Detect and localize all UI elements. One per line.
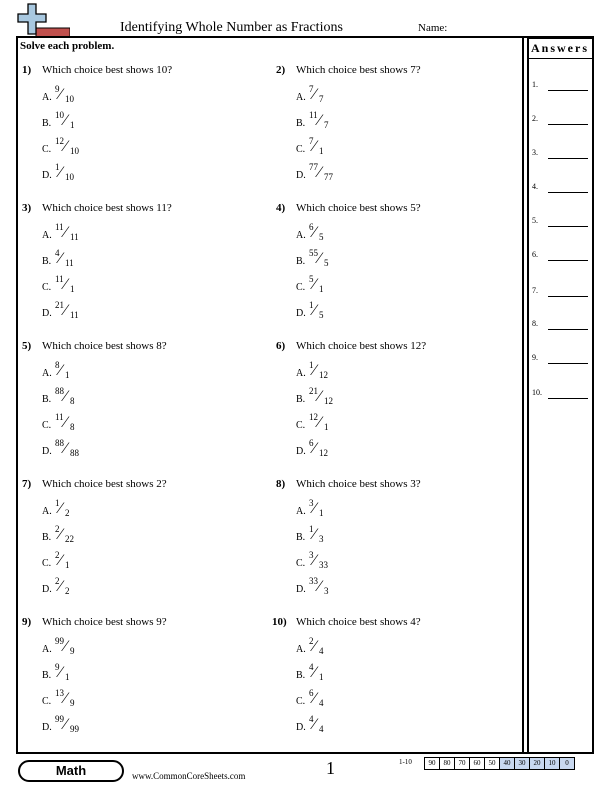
fraction-numerator: 2 <box>55 550 60 560</box>
fraction <box>309 438 349 460</box>
fraction-slash: ⁄ <box>59 250 62 267</box>
fraction <box>55 360 95 382</box>
answer-blank[interactable] <box>548 124 588 125</box>
score-cell: 70 <box>455 758 470 769</box>
fraction-denominator: 11 <box>70 310 79 320</box>
fraction <box>309 550 349 572</box>
plus-logo-icon <box>16 2 70 38</box>
fraction-denominator: 1 <box>70 120 75 130</box>
fraction-numerator: 3 <box>309 550 314 560</box>
instructions: Solve each problem. <box>20 40 115 52</box>
choice-letter: C. <box>296 558 306 569</box>
fraction-slash: ⁄ <box>318 250 321 267</box>
score-cell: 60 <box>470 758 485 769</box>
choice-letter: C. <box>296 420 306 431</box>
fraction-denominator: 10 <box>65 94 74 104</box>
problem-question: Which choice best shows 12? <box>296 340 427 352</box>
fraction-numerator: 11 <box>55 222 64 232</box>
choice-letter: D. <box>42 308 52 319</box>
fraction-denominator: 99 <box>70 724 79 734</box>
fraction-numerator: 7 <box>309 84 314 94</box>
fraction-numerator: 77 <box>309 162 318 172</box>
fraction-slash: ⁄ <box>313 224 316 241</box>
fraction-slash: ⁄ <box>59 164 62 181</box>
fraction-numerator: 88 <box>55 438 64 448</box>
choice-letter: C. <box>296 696 306 707</box>
fraction-slash: ⁄ <box>313 552 316 569</box>
fraction-denominator: 1 <box>319 284 324 294</box>
fraction-numerator: 55 <box>309 248 318 258</box>
choice-letter: B. <box>42 118 52 129</box>
fraction-numerator: 1 <box>309 300 314 310</box>
choice-letter: D. <box>296 446 306 457</box>
fraction-denominator: 88 <box>70 448 79 458</box>
fraction-slash: ⁄ <box>59 664 62 681</box>
fraction <box>309 248 349 270</box>
answer-number: 4. <box>532 182 538 191</box>
fraction-denominator: 4 <box>319 646 324 656</box>
choice-letter: D. <box>296 584 306 595</box>
choice-letter: A. <box>296 368 306 379</box>
answer-row <box>532 388 592 402</box>
fraction <box>309 84 349 106</box>
answer-row <box>532 80 592 94</box>
fraction <box>55 498 95 520</box>
fraction-slash: ⁄ <box>313 716 316 733</box>
fraction-denominator: 11 <box>70 232 79 242</box>
choice-letter: A. <box>296 230 306 241</box>
fraction-denominator: 10 <box>70 146 79 156</box>
fraction-denominator: 12 <box>324 396 333 406</box>
score-table <box>424 757 575 770</box>
answer-blank[interactable] <box>548 329 588 330</box>
choice-letter: A. <box>296 506 306 517</box>
answer-blank[interactable] <box>548 158 588 159</box>
score-cell: 50 <box>485 758 500 769</box>
fraction-numerator: 99 <box>55 636 64 646</box>
page-number: 1 <box>326 758 335 778</box>
fraction-numerator: 1 <box>55 498 60 508</box>
fraction-denominator: 9 <box>70 646 75 656</box>
answer-blank[interactable] <box>548 363 588 364</box>
choice-letter: C. <box>42 144 52 155</box>
fraction-slash: ⁄ <box>318 388 321 405</box>
problem-number: 3) <box>22 202 32 214</box>
problem-number: 4) <box>276 202 286 214</box>
fraction-slash: ⁄ <box>64 440 67 457</box>
fraction-numerator: 88 <box>55 386 64 396</box>
fraction <box>309 162 349 184</box>
score-cell: 80 <box>440 758 455 769</box>
answer-number: 3. <box>532 148 538 157</box>
problem-number: 6) <box>276 340 286 352</box>
fraction-slash: ⁄ <box>313 302 316 319</box>
choice-letter: D. <box>296 308 306 319</box>
fraction-slash: ⁄ <box>313 500 316 517</box>
fraction <box>55 386 95 408</box>
fraction-numerator: 2 <box>309 636 314 646</box>
footer-divider <box>16 752 594 754</box>
fraction-slash: ⁄ <box>318 414 321 431</box>
problem-question: Which choice best shows 3? <box>296 478 421 490</box>
choice-letter: D. <box>42 722 52 733</box>
fraction-denominator: 11 <box>65 258 74 268</box>
choice-letter: A. <box>296 644 306 655</box>
answer-blank[interactable] <box>548 260 588 261</box>
fraction-slash: ⁄ <box>313 362 316 379</box>
choice-letter: B. <box>296 670 306 681</box>
fraction-numerator: 2 <box>55 576 60 586</box>
fraction-denominator: 4 <box>319 724 324 734</box>
answer-row <box>532 286 592 300</box>
fraction-denominator: 10 <box>65 172 74 182</box>
fraction-slash: ⁄ <box>318 112 321 129</box>
answer-row <box>532 250 592 264</box>
fraction-denominator: 5 <box>324 258 329 268</box>
fraction-denominator: 8 <box>70 422 75 432</box>
answer-number: 9. <box>532 353 538 362</box>
choice-letter: B. <box>296 256 306 267</box>
fraction-denominator: 1 <box>319 508 324 518</box>
score-cell: 30 <box>515 758 530 769</box>
fraction-denominator: 1 <box>324 422 329 432</box>
choice-letter: D. <box>296 722 306 733</box>
fraction-slash: ⁄ <box>59 526 62 543</box>
fraction-slash: ⁄ <box>59 86 62 103</box>
fraction <box>55 438 95 460</box>
fraction-slash: ⁄ <box>64 224 67 241</box>
answer-row <box>532 353 592 367</box>
choice-letter: A. <box>42 230 52 241</box>
problem-question: Which choice best shows 2? <box>42 478 167 490</box>
choice-letter: A. <box>42 506 52 517</box>
fraction-numerator: 7 <box>309 136 314 146</box>
fraction-numerator: 4 <box>309 714 314 724</box>
choice-letter: B. <box>42 394 52 405</box>
fraction-numerator: 10 <box>55 110 64 120</box>
fraction-slash: ⁄ <box>64 414 67 431</box>
fraction-slash: ⁄ <box>59 552 62 569</box>
fraction-slash: ⁄ <box>59 578 62 595</box>
problem-number: 1) <box>22 64 32 76</box>
answer-blank[interactable] <box>548 90 588 91</box>
answer-row <box>532 182 592 196</box>
fraction <box>309 222 349 244</box>
choice-letter: C. <box>42 420 52 431</box>
answer-number: 2. <box>532 114 538 123</box>
fraction-numerator: 12 <box>55 136 64 146</box>
fraction-denominator: 12 <box>319 370 328 380</box>
fraction <box>55 524 95 546</box>
fraction <box>55 550 95 572</box>
fraction-numerator: 11 <box>309 110 318 120</box>
fraction-denominator: 12 <box>319 448 328 458</box>
subject-badge: Math <box>18 760 124 782</box>
fraction-denominator: 5 <box>319 232 324 242</box>
problem-question: Which choice best shows 5? <box>296 202 421 214</box>
fraction-slash: ⁄ <box>64 690 67 707</box>
problem-number: 7) <box>22 478 32 490</box>
problem-question: Which choice best shows 7? <box>296 64 421 76</box>
answer-number: 10. <box>532 388 542 397</box>
fraction <box>55 162 95 184</box>
choice-letter: C. <box>296 282 306 293</box>
fraction <box>309 714 349 736</box>
fraction-slash: ⁄ <box>318 164 321 181</box>
fraction-denominator: 9 <box>70 698 75 708</box>
fraction <box>309 360 349 382</box>
problem-number: 10) <box>272 616 287 628</box>
answer-number: 5. <box>532 216 538 225</box>
answer-row <box>532 148 592 162</box>
fraction <box>309 576 349 598</box>
answer-row <box>532 114 592 128</box>
choice-letter: A. <box>296 92 306 103</box>
fraction-slash: ⁄ <box>313 526 316 543</box>
fraction-denominator: 3 <box>324 586 329 596</box>
fraction <box>309 136 349 158</box>
fraction-denominator: 1 <box>70 284 75 294</box>
fraction-slash: ⁄ <box>64 716 67 733</box>
fraction-numerator: 3 <box>309 498 314 508</box>
fraction-numerator: 9 <box>55 84 60 94</box>
score-cell: 40 <box>500 758 515 769</box>
answer-blank[interactable] <box>548 296 588 297</box>
fraction-slash: ⁄ <box>313 138 316 155</box>
choice-letter: B. <box>42 256 52 267</box>
answer-blank[interactable] <box>548 192 588 193</box>
problem-question: Which choice best shows 4? <box>296 616 421 628</box>
fraction-denominator: 4 <box>319 698 324 708</box>
fraction <box>55 110 95 132</box>
answer-number: 6. <box>532 250 538 259</box>
fraction <box>55 576 95 598</box>
fraction <box>309 498 349 520</box>
answer-number: 8. <box>532 319 538 328</box>
fraction-numerator: 99 <box>55 714 64 724</box>
problem-number: 8) <box>276 478 286 490</box>
fraction-slash: ⁄ <box>64 388 67 405</box>
fraction-denominator: 7 <box>324 120 329 130</box>
choice-letter: A. <box>42 644 52 655</box>
problem-question: Which choice best shows 11? <box>42 202 172 214</box>
fraction <box>55 688 95 710</box>
choice-letter: C. <box>296 144 306 155</box>
fraction-slash: ⁄ <box>313 638 316 655</box>
fraction-slash: ⁄ <box>64 112 67 129</box>
fraction <box>309 688 349 710</box>
fraction-slash: ⁄ <box>318 578 321 595</box>
fraction-numerator: 21 <box>55 300 64 310</box>
fraction-numerator: 11 <box>55 274 64 284</box>
fraction-numerator: 21 <box>309 386 318 396</box>
answer-blank[interactable] <box>548 398 588 399</box>
fraction-slash: ⁄ <box>64 276 67 293</box>
fraction <box>309 636 349 658</box>
fraction-denominator: 1 <box>319 672 324 682</box>
choice-letter: B. <box>296 394 306 405</box>
fraction-denominator: 7 <box>319 94 324 104</box>
fraction-denominator: 77 <box>324 172 333 182</box>
fraction <box>55 248 95 270</box>
fraction-numerator: 12 <box>309 412 318 422</box>
answer-number: 1. <box>532 80 538 89</box>
choice-letter: C. <box>42 558 52 569</box>
fraction-slash: ⁄ <box>64 138 67 155</box>
fraction <box>309 412 349 434</box>
answers-title-divider <box>527 58 594 59</box>
score-cell: 10 <box>545 758 560 769</box>
fraction-denominator: 1 <box>65 370 70 380</box>
choice-letter: A. <box>42 92 52 103</box>
fraction-numerator: 1 <box>309 524 314 534</box>
problem-question: Which choice best shows 8? <box>42 340 167 352</box>
fraction-numerator: 4 <box>309 662 314 672</box>
answer-row <box>532 319 592 333</box>
choice-letter: B. <box>296 118 306 129</box>
fraction <box>309 386 349 408</box>
fraction-slash: ⁄ <box>64 638 67 655</box>
fraction-slash: ⁄ <box>313 690 316 707</box>
fraction-numerator: 6 <box>309 438 314 448</box>
fraction <box>309 274 349 296</box>
fraction-numerator: 9 <box>55 662 60 672</box>
fraction-numerator: 2 <box>55 524 60 534</box>
problem-question: Which choice best shows 9? <box>42 616 167 628</box>
answer-row <box>532 216 592 230</box>
fraction-denominator: 1 <box>65 672 70 682</box>
choice-letter: D. <box>42 446 52 457</box>
problem-number: 2) <box>276 64 286 76</box>
score-cell: 0 <box>560 758 575 769</box>
fraction-numerator: 33 <box>309 576 318 586</box>
fraction-numerator: 6 <box>309 688 314 698</box>
fraction-slash: ⁄ <box>59 362 62 379</box>
fraction-denominator: 8 <box>70 396 75 406</box>
answer-number: 7. <box>532 286 538 295</box>
choice-letter: D. <box>296 170 306 181</box>
fraction-numerator: 8 <box>55 360 60 370</box>
choice-letter: B. <box>296 532 306 543</box>
fraction <box>55 136 95 158</box>
fraction <box>55 274 95 296</box>
fraction <box>309 524 349 546</box>
problem-number: 9) <box>22 616 32 628</box>
choice-letter: B. <box>42 670 52 681</box>
score-cell: 20 <box>530 758 545 769</box>
fraction-numerator: 1 <box>55 162 60 172</box>
fraction-numerator: 13 <box>55 688 64 698</box>
fraction-numerator: 5 <box>309 274 314 284</box>
fraction-denominator: 1 <box>319 146 324 156</box>
fraction <box>55 662 95 684</box>
problem-number: 5) <box>22 340 32 352</box>
score-cell: 90 <box>425 758 440 769</box>
fraction <box>55 412 95 434</box>
fraction <box>55 222 95 244</box>
fraction-slash: ⁄ <box>313 86 316 103</box>
site-url: www.CommonCoreSheets.com <box>132 771 246 781</box>
fraction-slash: ⁄ <box>59 500 62 517</box>
fraction-slash: ⁄ <box>64 302 67 319</box>
fraction-denominator: 2 <box>65 586 70 596</box>
fraction-denominator: 5 <box>319 310 324 320</box>
fraction-numerator: 11 <box>55 412 64 422</box>
fraction-numerator: 1 <box>309 360 314 370</box>
fraction <box>309 300 349 322</box>
fraction-denominator: 1 <box>65 560 70 570</box>
answers-title: Answers <box>531 41 589 55</box>
name-label: Name: <box>418 22 448 34</box>
page-title: Identifying Whole Number as Fractions <box>120 20 343 35</box>
choice-letter: C. <box>42 282 52 293</box>
fraction-numerator: 4 <box>55 248 60 258</box>
choice-letter: A. <box>42 368 52 379</box>
fraction-denominator: 2 <box>65 508 70 518</box>
fraction <box>309 662 349 684</box>
fraction <box>55 84 95 106</box>
fraction-slash: ⁄ <box>313 664 316 681</box>
problem-question: Which choice best shows 10? <box>42 64 173 76</box>
fraction <box>55 300 95 322</box>
fraction-denominator: 33 <box>319 560 328 570</box>
answer-blank[interactable] <box>548 226 588 227</box>
fraction <box>55 636 95 658</box>
fraction-denominator: 22 <box>65 534 74 544</box>
choice-letter: B. <box>42 532 52 543</box>
choice-letter: C. <box>42 696 52 707</box>
fraction <box>55 714 95 736</box>
fraction <box>309 110 349 132</box>
fraction-numerator: 6 <box>309 222 314 232</box>
choice-letter: D. <box>42 170 52 181</box>
fraction-slash: ⁄ <box>313 440 316 457</box>
choice-letter: D. <box>42 584 52 595</box>
fraction-denominator: 3 <box>319 534 324 544</box>
score-range-label: 1-10 <box>399 758 412 766</box>
fraction-slash: ⁄ <box>313 276 316 293</box>
